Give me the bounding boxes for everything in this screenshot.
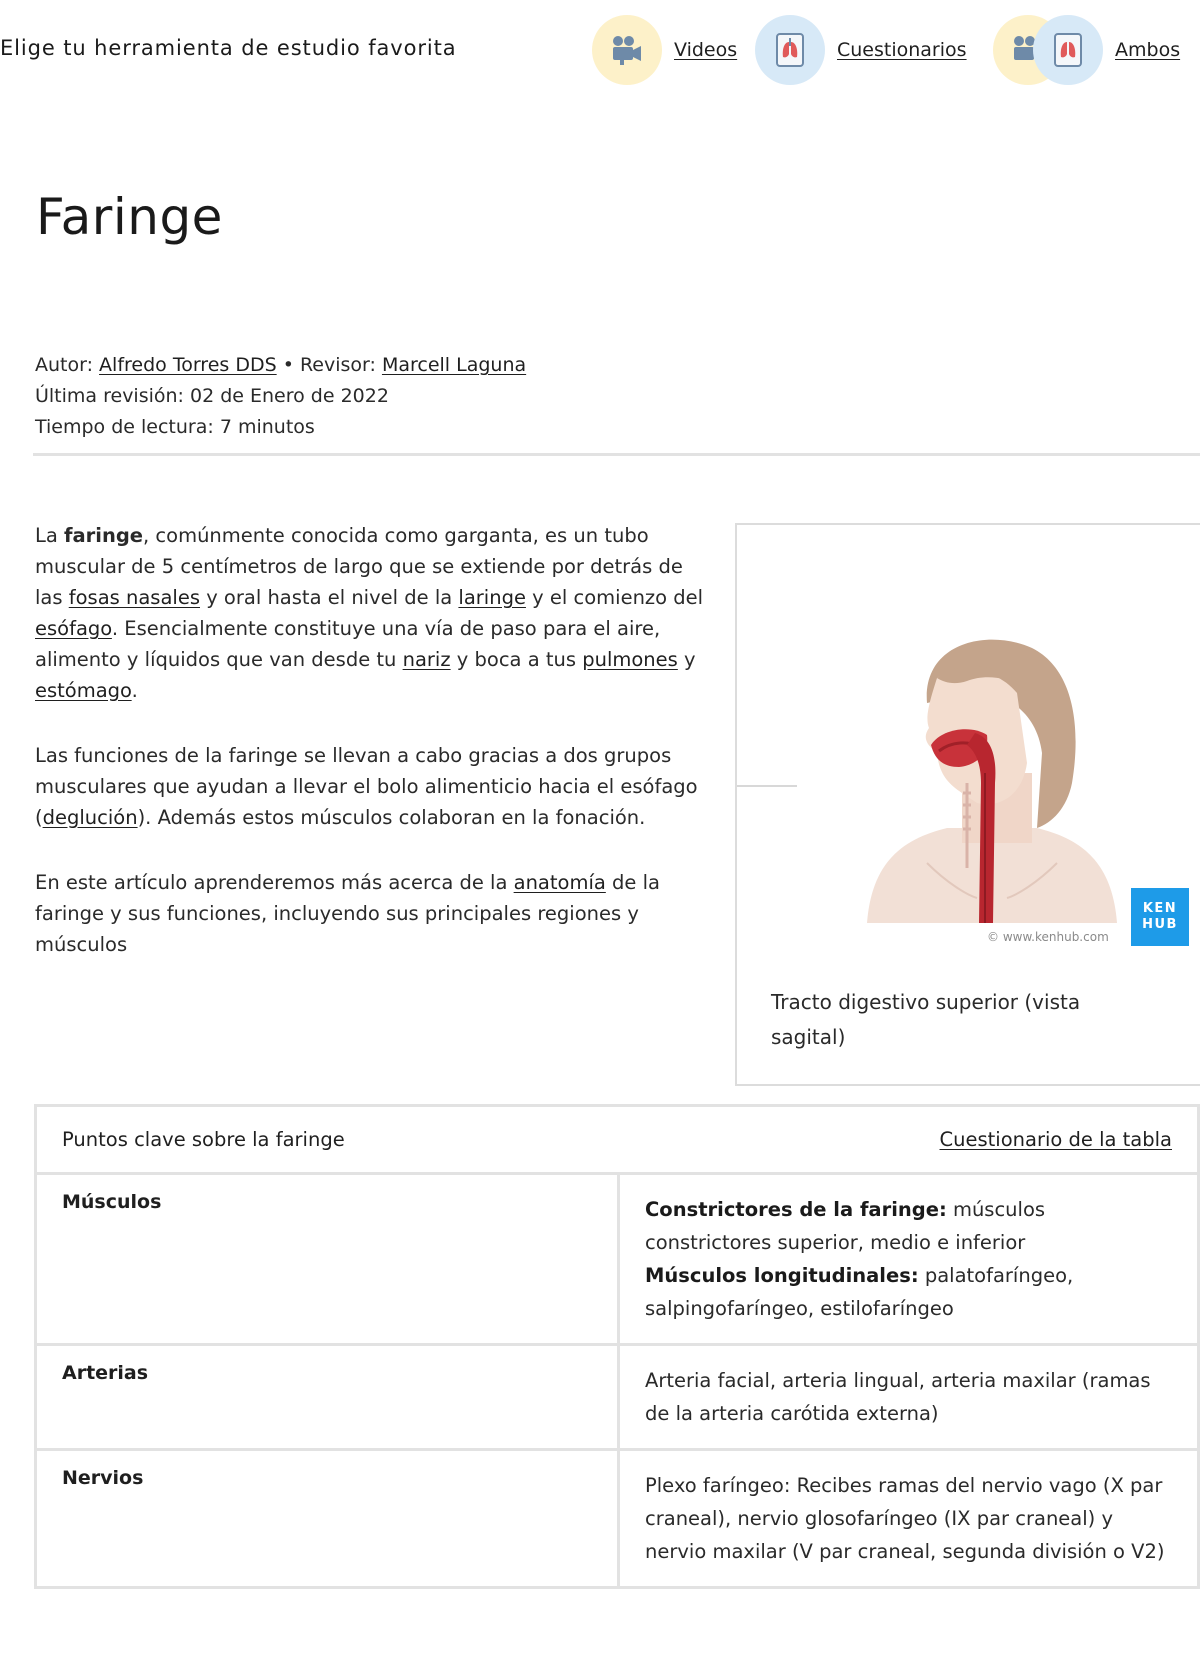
text: y boca a tus: [450, 648, 583, 671]
bold-term: Músculos longitudinales:: [645, 1264, 919, 1287]
key-points-header: [37, 1107, 1197, 1175]
text: Las funciones de la faringe se llevan a cabo gracias a dos grupos musculares que ayudan a llevar el bolo alimenticio hacia el esófago (: [35, 744, 698, 829]
text: . Esencialmente constituye una vía de paso para el aire, alimento y líquidos que van desde tu: [35, 617, 661, 671]
article-meta: [35, 350, 526, 443]
text: y el comienzo del: [525, 586, 704, 609]
pulmones-link[interactable]: pulmones: [582, 648, 678, 671]
row-key: Nervios: [37, 1451, 620, 1586]
intro-paragraph: [35, 520, 705, 706]
author-link[interactable]: Alfredo Torres DDS: [99, 354, 277, 376]
both-link[interactable]: Ambos: [1115, 39, 1181, 61]
article-intro: [35, 520, 705, 994]
pharynx-figure[interactable]: [735, 523, 1200, 1086]
row-key: Arterias: [37, 1346, 620, 1448]
bold-term: Constrictores de la faringe:: [645, 1198, 947, 1221]
bold-term: faringe: [64, 524, 144, 547]
text: músculos constrictores superior, medio e inferior: [645, 1198, 1046, 1254]
figure-caption: Tracto digestivo superior (vista sagital): [771, 990, 1081, 1049]
text: y oral hasta el nivel de la: [200, 586, 459, 609]
video-camera-icon: [592, 15, 662, 85]
videos-link[interactable]: Videos: [674, 39, 738, 61]
quizzes-link[interactable]: Cuestionarios: [837, 39, 967, 61]
intro-paragraph: [35, 867, 705, 960]
quizzes-option[interactable]: [755, 14, 967, 86]
text: En este artículo aprenderemos más acerca de la: [35, 871, 514, 894]
kenhub-logo: [1131, 888, 1189, 946]
pharynx-sagittal-illustration: [867, 633, 1117, 923]
fosas-nasales-link[interactable]: fosas nasales: [68, 586, 200, 609]
text: ). Además estos músculos colaboran en la fonación.: [137, 806, 646, 829]
reading-time: Tiempo de lectura: 7 minutos: [35, 416, 315, 438]
last-review-date: Última revisión: 02 de Enero de 2022: [35, 385, 389, 407]
table-row: [37, 1346, 1197, 1451]
both-option[interactable]: [993, 14, 1180, 86]
figure-pointer-line: [737, 785, 797, 787]
anatomia-link[interactable]: anatomía: [513, 871, 606, 894]
row-value: Plexo faríngeo: Recibes ramas del nervio vago (X par craneal), nervio glosofaríngeo (IX par craneal) y nervio maxilar (V par craneal, segunda división o V2): [645, 1474, 1165, 1563]
table-row: [37, 1451, 1197, 1586]
image-credit: © www.kenhub.com: [987, 930, 1109, 944]
reviewer-link[interactable]: Marcell Laguna: [381, 354, 527, 376]
table-row: [37, 1175, 1197, 1346]
intro-paragraph: [35, 740, 705, 833]
page-title: Faringe: [36, 188, 223, 246]
row-value: Arteria facial, arteria lingual, arteria maxilar (ramas de la arteria carótida externa): [645, 1369, 1151, 1425]
esofago-link[interactable]: esófago: [35, 617, 112, 640]
kenhub-logo-line: KEN: [1142, 901, 1178, 916]
reviewer-prefix: • Revisor:: [276, 354, 382, 376]
estomago-link[interactable]: estómago: [35, 679, 132, 702]
key-points-table: [34, 1104, 1200, 1589]
row-key: Músculos: [37, 1175, 620, 1343]
study-tool-bar: [0, 0, 1200, 100]
text: de la faringe y sus funciones, incluyendo sus principales regiones y músculos: [35, 871, 660, 956]
text: palatofaríngeo, salpingofaríngeo, estilofaríngeo: [645, 1264, 1074, 1320]
kenhub-logo-line: HUB: [1142, 917, 1178, 932]
byline: [35, 350, 526, 381]
study-tool-tagline: Elige tu herramienta de estudio favorita: [0, 36, 457, 60]
text: , comúnmente conocida como garganta, es un tubo muscular de 5 centímetros de largo que se extiende por detrás de las: [35, 524, 683, 609]
deglucion-link[interactable]: deglución: [42, 806, 138, 829]
text: .: [131, 679, 138, 702]
laringe-link[interactable]: laringe: [458, 586, 526, 609]
table-quiz-link[interactable]: Cuestionario de la tabla: [939, 1128, 1172, 1151]
lung-quiz-icon: [1033, 15, 1103, 85]
meta-divider: [33, 453, 1200, 456]
text: La: [35, 524, 65, 547]
nariz-link[interactable]: nariz: [402, 648, 451, 671]
lung-quiz-icon: [755, 15, 825, 85]
videos-option[interactable]: [592, 14, 737, 86]
row-value: [620, 1175, 1197, 1343]
text: y: [677, 648, 696, 671]
author-prefix: Autor:: [35, 354, 100, 376]
key-points-heading: Puntos clave sobre la faringe: [62, 1128, 345, 1151]
